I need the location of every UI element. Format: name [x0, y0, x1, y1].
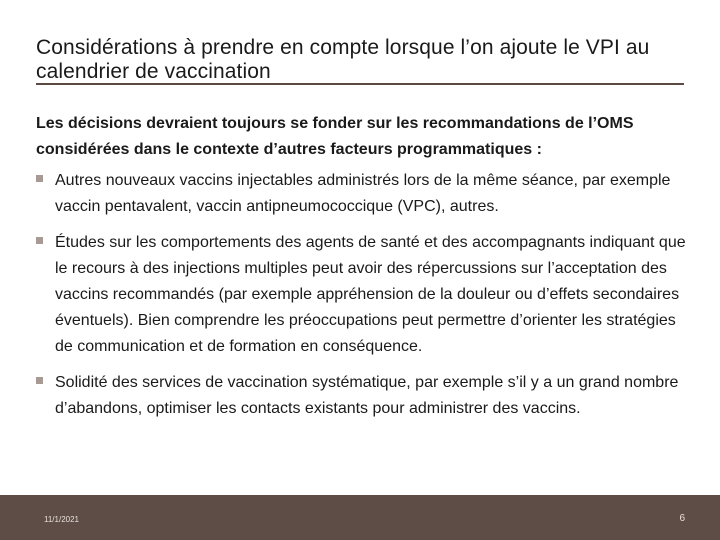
- square-bullet-icon: [36, 237, 43, 244]
- footer-bar: [0, 495, 720, 540]
- bullet-text: Autres nouveaux vaccins injectables administrés lors de la même séance, par exemple vaccin pentavalent, vaccin antipneumococcique (VPC), autres.: [55, 172, 671, 215]
- square-bullet-icon: [36, 377, 43, 384]
- slide-title: Considérations à prendre en compte lorsque l’on ajoute le VPI au calendrier de vaccination: [36, 36, 650, 83]
- title-underline: [36, 83, 684, 85]
- bullet-list: [36, 168, 686, 432]
- square-bullet-icon: [36, 175, 43, 182]
- bullet-text: Solidité des services de vaccination systématique, par exemple s’il y a un grand nombre d’abandons, optimiser les contacts existants pour administrer des vaccins.: [55, 374, 679, 417]
- bullet-item: [36, 370, 686, 422]
- bullet-text: Études sur les comportements des agents de santé et des accompagnants indiquant que le recours à des injections multiples peut avoir des répercussions sur l’acceptation des vaccins recommandés (par exemple appréhension de la douleur ou d’effets secondaires éventuels). Bien comprendre les préoccupations peut permettre d’orienter les stratégies de communication et de formation en conséquence.: [55, 234, 686, 355]
- footer-date: 11/1/2021: [44, 515, 79, 524]
- bullet-item: [36, 168, 686, 220]
- page-number: 6: [679, 513, 685, 524]
- bullet-item: [36, 230, 686, 360]
- intro-text: Les décisions devraient toujours se fonder sur les recommandations de l’OMS considérées dans le contexte d’autres facteurs programmatiques :: [36, 115, 634, 158]
